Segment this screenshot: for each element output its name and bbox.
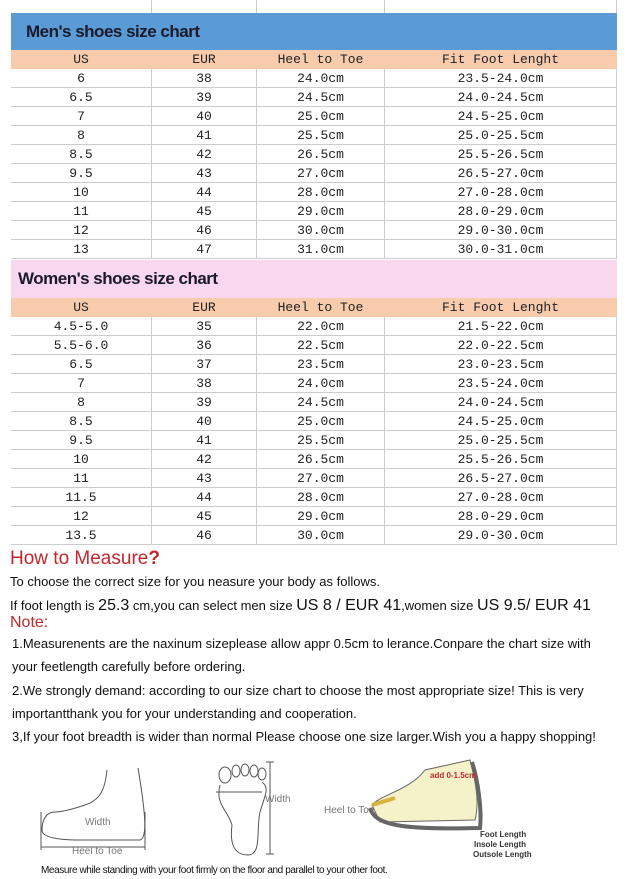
table-cell: 24.0-24.5cm <box>385 393 617 412</box>
table-row <box>11 526 617 545</box>
table-cell: 24.0-24.5cm <box>385 88 617 107</box>
table-row <box>11 488 617 507</box>
table-cell: 23.5cm <box>257 355 385 374</box>
table-cell: 26.5-27.0cm <box>385 164 617 183</box>
table-cell: 42 <box>152 450 257 469</box>
table-cell: 10 <box>11 183 152 202</box>
table-row <box>11 164 617 183</box>
table-cell: 25.5cm <box>257 126 385 145</box>
table-cell: 27.0-28.0cm <box>385 488 617 507</box>
table-row <box>11 469 617 488</box>
table-cell: 39 <box>152 393 257 412</box>
side-heel-label: Heel to Toe <box>72 846 123 857</box>
header-row <box>11 50 617 69</box>
insole-length-label: Insole Length <box>474 840 526 849</box>
table-cell: 26.5-27.0cm <box>385 469 617 488</box>
note-heading: Note: <box>10 614 49 631</box>
table-cell: 24.0cm <box>257 69 385 88</box>
measure-intro: To choose the correct size for you neasure your body as follows. <box>10 574 380 589</box>
table-cell: 42 <box>152 145 257 164</box>
table-cell: 26.5cm <box>257 450 385 469</box>
table-cell: 29.0-30.0cm <box>385 526 617 545</box>
table-row <box>11 69 617 88</box>
table-cell: 41 <box>152 431 257 450</box>
table-row <box>11 355 617 374</box>
table-cell: 24.5cm <box>257 393 385 412</box>
table-cell: 29.0-30.0cm <box>385 221 617 240</box>
table-cell: 8.5 <box>11 145 152 164</box>
add-allowance-label: add 0-1.5cm <box>430 771 477 780</box>
table-row <box>11 412 617 431</box>
table-cell: 30.0cm <box>257 221 385 240</box>
table-cell: 29.0cm <box>257 507 385 526</box>
table-cell: 28.0-29.0cm <box>385 507 617 526</box>
sole-illustration <box>216 762 274 855</box>
column-header: Heel to Toe <box>277 51 364 67</box>
table-cell: 22.0-22.5cm <box>385 336 617 355</box>
sole-heel-label: Heel to Toe <box>324 805 375 816</box>
table-cell: 40 <box>152 412 257 431</box>
table-cell: 26.5cm <box>257 145 385 164</box>
table-cell: 5.5-6.0 <box>11 336 152 355</box>
column-header: EUR <box>192 51 216 67</box>
table-cell: 37 <box>152 355 257 374</box>
table-cell: 31.0cm <box>257 240 385 259</box>
table-cell: 6 <box>11 69 152 88</box>
men-chart-title: Men's shoes size chart <box>11 13 617 50</box>
table-cell: 41 <box>152 126 257 145</box>
note-line: importantthank you for your understanding and cooperation. <box>12 706 357 721</box>
table-cell: 46 <box>152 526 257 545</box>
column-header: US <box>73 51 89 67</box>
table-row <box>11 88 617 107</box>
table-cell: 47 <box>152 240 257 259</box>
table-cell: 25.5-26.5cm <box>385 145 617 164</box>
column-header: US <box>73 299 89 315</box>
table-cell: 8.5 <box>11 412 152 431</box>
table-cell: 45 <box>152 507 257 526</box>
note-line: 2.We strongly demand: according to our size chart to choose the most appropriate size! This is very <box>12 683 584 698</box>
table-row <box>11 107 617 126</box>
table-cell: 8 <box>11 126 152 145</box>
table-cell: 23.0-23.5cm <box>385 355 617 374</box>
table-cell: 40 <box>152 107 257 126</box>
table-cell: 39 <box>152 88 257 107</box>
table-row <box>11 431 617 450</box>
table-cell: 35 <box>152 317 257 336</box>
top-grid-lines <box>11 0 617 13</box>
table-cell: 44 <box>152 488 257 507</box>
side-foot-illustration <box>41 768 145 850</box>
table-cell: 12 <box>11 507 152 526</box>
table-cell: 10 <box>11 450 152 469</box>
table-cell: 25.0cm <box>257 107 385 126</box>
table-cell: 21.5-22.0cm <box>385 317 617 336</box>
table-cell: 11 <box>11 469 152 488</box>
table-row <box>11 183 617 202</box>
table-cell: 9.5 <box>11 431 152 450</box>
table-cell: 43 <box>152 469 257 488</box>
table-cell: 6.5 <box>11 355 152 374</box>
side-width-label: Width <box>85 817 111 828</box>
note-line: 3,If your foot breadth is wider than normal Please choose one size larger.Wish you a happy shopping! <box>12 729 596 744</box>
men-size-chart <box>11 13 617 259</box>
table-row <box>11 221 617 240</box>
table-cell: 38 <box>152 69 257 88</box>
table-row <box>11 336 617 355</box>
column-header: Fit Foot Lenght <box>441 299 560 315</box>
table-cell: 11 <box>11 202 152 221</box>
note-line: 1.Measurenents are the naxinum sizeplease allow appr 0.5cm to lerance.Conpare the chart size with <box>12 636 591 651</box>
table-cell: 45 <box>152 202 257 221</box>
table-cell: 44 <box>152 183 257 202</box>
table-row <box>11 317 617 336</box>
table-row <box>11 374 617 393</box>
table-cell: 24.5-25.0cm <box>385 412 617 431</box>
table-cell: 24.0cm <box>257 374 385 393</box>
table-cell: 24.5-25.0cm <box>385 107 617 126</box>
outsole-length-label: Outsole Length <box>473 850 532 859</box>
table-cell: 30.0cm <box>257 526 385 545</box>
column-header: EUR <box>192 299 216 315</box>
table-cell: 4.5-5.0 <box>11 317 152 336</box>
table-row <box>11 126 617 145</box>
table-row <box>11 202 617 221</box>
table-cell: 23.5-24.0cm <box>385 69 617 88</box>
table-cell: 7 <box>11 374 152 393</box>
table-cell: 25.0-25.5cm <box>385 431 617 450</box>
foot-measure-diagram <box>0 750 628 879</box>
table-cell: 28.0cm <box>257 488 385 507</box>
column-header: Fit Foot Lenght <box>441 51 560 67</box>
table-cell: 6.5 <box>11 88 152 107</box>
column-header: Heel to Toe <box>277 299 364 315</box>
table-row <box>11 240 617 259</box>
table-cell: 30.0-31.0cm <box>385 240 617 259</box>
table-cell: 23.5-24.0cm <box>385 374 617 393</box>
table-cell: 8 <box>11 393 152 412</box>
table-cell: 28.0-29.0cm <box>385 202 617 221</box>
table-cell: 25.0cm <box>257 412 385 431</box>
women-size-chart <box>11 260 617 545</box>
table-row <box>11 393 617 412</box>
table-cell: 25.5cm <box>257 431 385 450</box>
women-chart-title: Women's shoes size chart <box>11 260 617 298</box>
table-cell: 38 <box>152 374 257 393</box>
table-cell: 28.0cm <box>257 183 385 202</box>
diagram-caption: Measure while standing with your foot firmly on the floor and parallel to your other foot. <box>41 865 388 876</box>
table-row <box>11 507 617 526</box>
table-cell: 7 <box>11 107 152 126</box>
table-cell: 36 <box>152 336 257 355</box>
table-row <box>11 450 617 469</box>
table-cell: 11.5 <box>11 488 152 507</box>
table-cell: 25.5-26.5cm <box>385 450 617 469</box>
table-cell: 13.5 <box>11 526 152 545</box>
table-cell: 22.5cm <box>257 336 385 355</box>
table-cell: 22.0cm <box>257 317 385 336</box>
table-cell: 43 <box>152 164 257 183</box>
table-cell: 29.0cm <box>257 202 385 221</box>
table-cell: 9.5 <box>11 164 152 183</box>
table-cell: 24.5cm <box>257 88 385 107</box>
note-line: your feetlength carefully before ordering. <box>12 659 246 674</box>
how-to-measure-heading: How to Measure? <box>10 548 160 569</box>
table-row <box>11 145 617 164</box>
measure-example: If foot length is 25.3 cm,you can select men size US 8 / EUR 41,women size US 9.5/ EUR 41 <box>10 597 591 614</box>
table-cell: 27.0cm <box>257 164 385 183</box>
table-cell: 12 <box>11 221 152 240</box>
table-cell: 25.0-25.5cm <box>385 126 617 145</box>
header-row <box>11 298 617 317</box>
sole-width-label: Width <box>265 794 291 805</box>
table-cell: 13 <box>11 240 152 259</box>
table-cell: 27.0-28.0cm <box>385 183 617 202</box>
table-cell: 46 <box>152 221 257 240</box>
foot-length-label: Foot Length <box>480 830 527 839</box>
table-cell: 27.0cm <box>257 469 385 488</box>
